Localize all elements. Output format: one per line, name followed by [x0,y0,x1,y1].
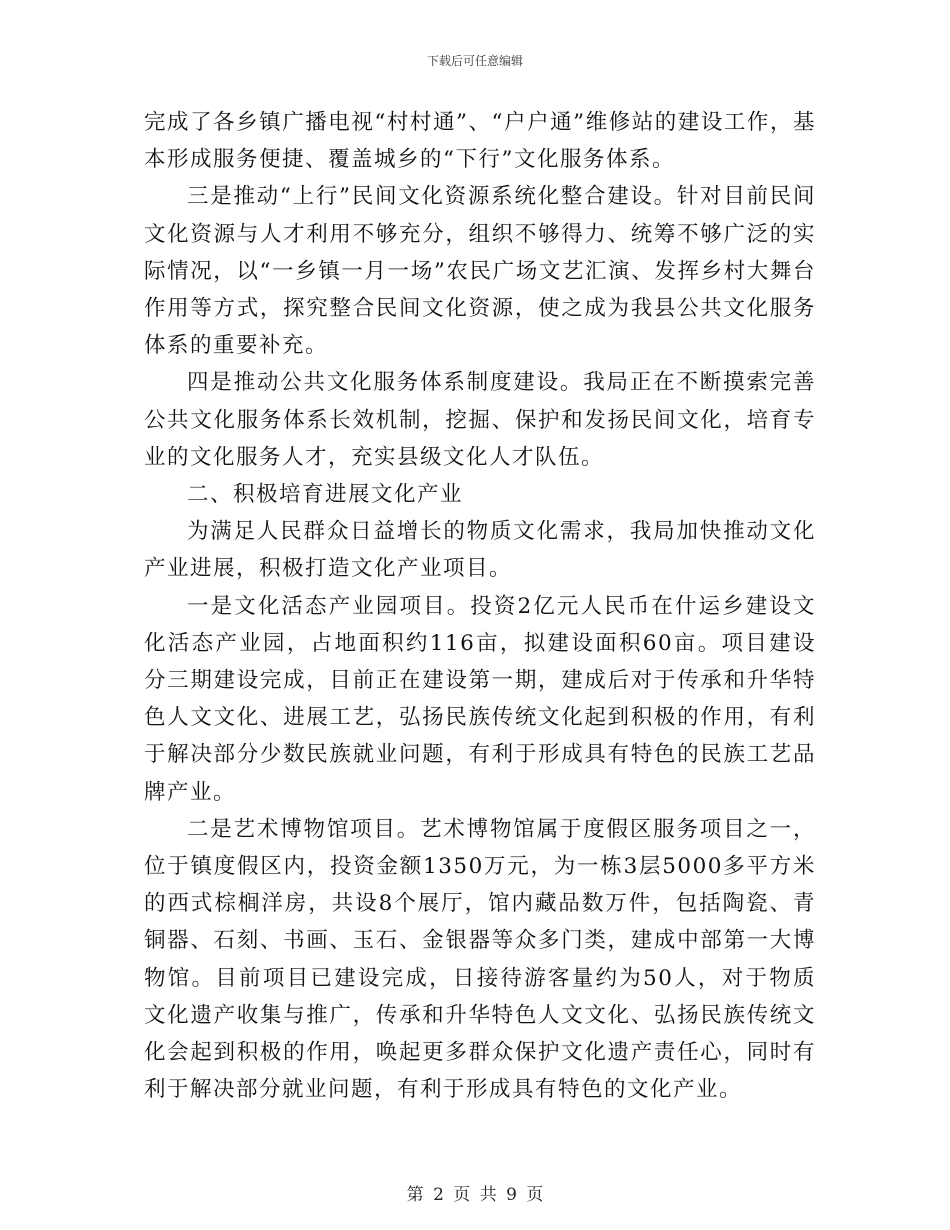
page-header: 下载后可任意编辑 [426,54,523,68]
document-body [144,104,816,1108]
paragraph-continued: 完成了各乡镇广播电视“村村通”、“户户通”维修站的建设工作，基本形成服务便捷、覆盖城乡的“下行”文化服务体系。 [144,110,816,173]
section-heading: 二、积极培育进展文化产业 [187,482,464,508]
paragraph: 三是推动“上行”民间文化资源系统化整合建设。针对目前民间文化资源与人才利用不够充分，组织不够得力、统筹不够广泛的实际情况，以“一乡镇一月一场”农民广场文艺汇演、发挥乡村大舞台作用等方式，探究整合民间文化资源，使之成为我县公共文化服务体系的重要补充。 [144,184,816,359]
paragraph: 一是文化活态产业园项目。投资2亿元人民币在什运乡建设文化活态产业园，占地面积约116亩，拟建设面积60亩。项目建设分三期建设完成，目前正在建设第一期，建成后对于传承和升华特色人文文化、进展工艺，弘扬民族传统文化起到积极的作用，有利于解决部分少数民族就业问题，有利于形成具有特色的民族工艺品牌产业。 [144,593,816,805]
page-number: 第 2 页 共 9 页 [406,1185,544,1205]
paragraph: 为满足人民群众日益增长的物质文化需求，我局加快推动文化产业进展，积极打造文化产业项目。 [144,519,816,582]
paragraph: 二是艺术博物馆项目。艺术博物馆属于度假区服务项目之一，位于镇度假区内，投资金额1350万元，为一栋3层5000多平方米的西式棕榈洋房，共设8个展厅，馆内藏品数万件，包括陶瓷、青铜器、石刻、书画、玉石、金银器等众多门类，建成中部第一大博物馆。目前项目已建设完成，日接待游客量约为50人，对于物质文化遗产收集与推广，传承和升华特色人文文化、弘扬民族传统文化会起到积极的作用，唤起更多群众保护文化遗产责任心，同时有利于解决部分就业问题，有利于形成具有特色的文化产业。 [144,816,816,1103]
paragraph: 四是推动公共文化服务体系制度建设。我局正在不断摸索完善公共文化服务体系长效机制，挖掘、保护和发扬民间文化，培育专业的文化服务人才，充实县级文化人才队伍。 [144,370,816,470]
